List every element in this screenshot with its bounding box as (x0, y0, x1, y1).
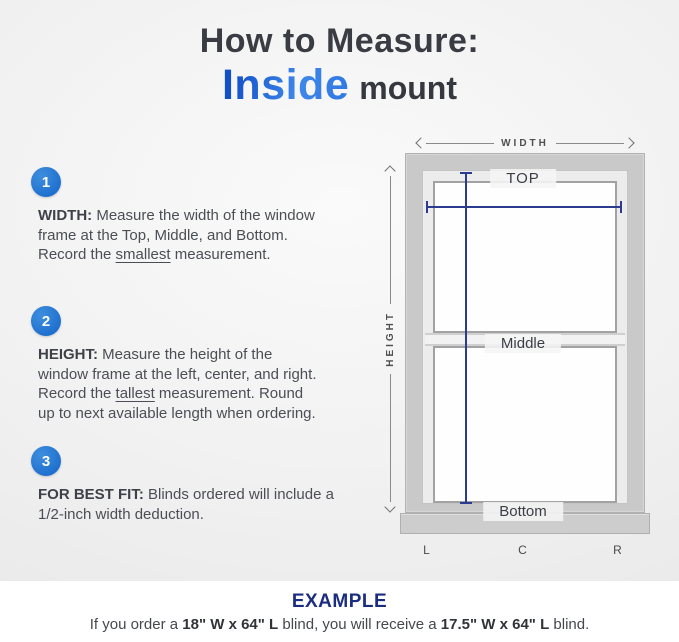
step-height-text-after: measurement. Round up to next available length when ordering. (38, 385, 316, 422)
title-suffix: mount (359, 70, 457, 106)
step-best-fit-label: FOR BEST FIT: (38, 486, 144, 503)
step-best-fit-description (38, 485, 360, 524)
example-section (0, 581, 679, 642)
width-measure-line (426, 206, 622, 208)
step-width-text-after: measurement. (170, 246, 271, 263)
label-top: TOP (490, 169, 556, 188)
step-best-fit (31, 446, 360, 524)
label-middle: Middle (485, 334, 561, 353)
width-arrow (417, 137, 633, 149)
width-arrow-label: WIDTH (501, 137, 549, 149)
step-width-underlined: smallest (115, 246, 171, 263)
label-bottom: Bottom (483, 502, 563, 521)
arrow-right-icon (623, 137, 634, 148)
height-arrow-line (390, 176, 391, 304)
window-pane-top (433, 181, 617, 333)
step-width-label: WIDTH: (38, 207, 93, 224)
arrow-left-icon (415, 137, 426, 148)
example-part-3: blind, you will receive a (278, 616, 441, 633)
step-number-badge: 3 (31, 446, 61, 476)
title-line2 (0, 62, 679, 118)
height-arrow-label: HEIGHT (384, 311, 396, 367)
step-height-label: HEIGHT: (38, 346, 98, 363)
step-height-description (38, 345, 323, 423)
height-measure-line (465, 172, 467, 504)
example-heading: EXAMPLE (291, 591, 388, 612)
arrow-up-icon (384, 165, 395, 176)
example-ordered-size: 18" W x 64" L (182, 616, 279, 633)
step-width (31, 167, 318, 265)
title-highlight: Inside (221, 61, 350, 109)
window-pane-bottom (433, 346, 617, 503)
arrow-down-icon (384, 501, 395, 512)
height-arrow (384, 167, 396, 511)
step-height-text-before: Measure the height of the window frame at the left, center, and right. Record the (38, 346, 317, 402)
step-height-underlined: tallest (115, 385, 155, 402)
example-received-size: 17.5" W x 64" L (440, 616, 550, 633)
step-width-text-before: Measure the width of the window frame at the Top, Middle, and Bottom. Record the (38, 207, 315, 263)
marker-right: R (613, 543, 623, 557)
title-line1: How to Measure: (199, 22, 480, 60)
step-number-badge: 1 (31, 167, 61, 197)
step-width-description (38, 206, 318, 265)
example-part-5: blind. (549, 616, 590, 633)
marker-left: L (423, 543, 431, 557)
example-text (0, 616, 679, 633)
example-part-1: If you order a (89, 616, 183, 633)
width-arrow-line (426, 143, 494, 144)
page-title (0, 22, 679, 118)
step-best-fit-text: Blinds ordered will include a 1/2-inch width deduction. (38, 486, 334, 523)
step-number-badge: 2 (31, 306, 61, 336)
step-height (31, 306, 323, 423)
width-arrow-line (556, 143, 624, 144)
marker-center: C (518, 543, 528, 557)
height-arrow-line (390, 374, 391, 502)
